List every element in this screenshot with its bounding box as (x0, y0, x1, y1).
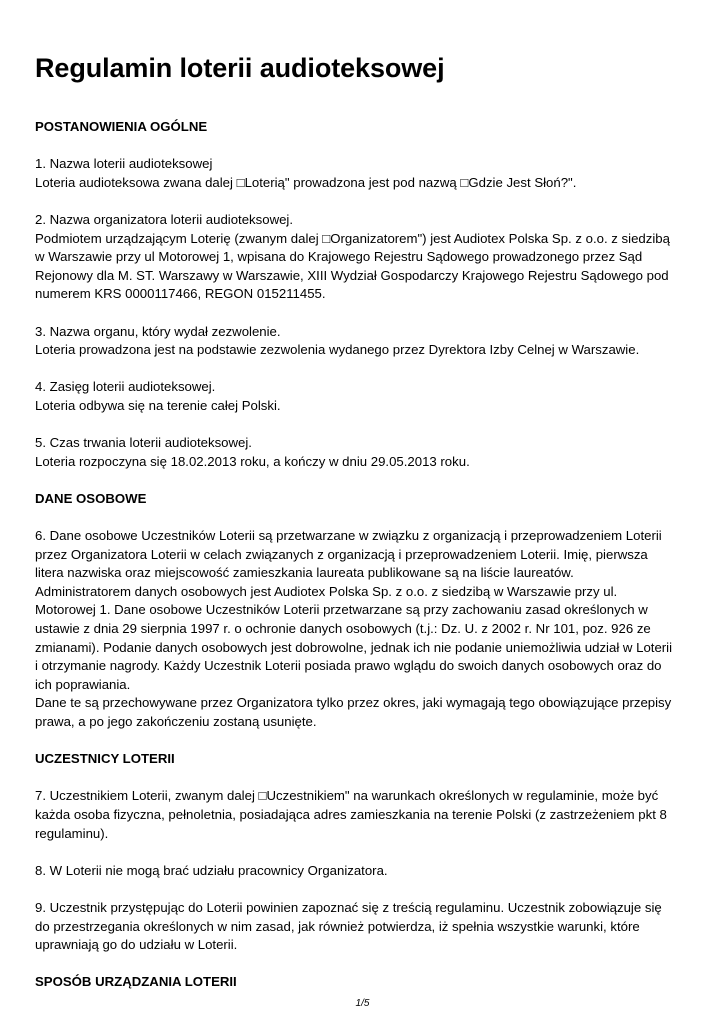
paragraph-line: Loteria odbywa się na terenie całej Polski. (35, 397, 281, 413)
paragraph-line: 1. Nazwa loterii audioteksowej (35, 156, 213, 172)
paragraph-8 (35, 862, 695, 881)
paragraph-1 (35, 155, 695, 192)
paragraph-line: 6. Dane osobowe Uczestników Loterii są przetwarzane w związku z organizacją i przeprowadzeniem Loterii (35, 528, 662, 544)
paragraph-line: Motorowej 1. Dane osobowe Uczestników Loterii przetwarzane są przy zachowaniu zasad określonych w (35, 602, 648, 618)
paragraph-line: każda osoba fizyczna, pełnoletnia, posiadająca adres zamieszkania na terenie Polski (z zastrzeżeniem pkt 8 (35, 806, 667, 822)
paragraph-line: prawa, a po jego zakończeniu zostaną usunięte. (35, 714, 317, 729)
paragraph-2 (35, 211, 695, 304)
paragraph-7 (35, 787, 695, 843)
paragraph-9 (35, 899, 695, 955)
paragraph-line: 4. Zasięg loterii audioteksowej. (35, 379, 216, 395)
document-body (35, 118, 695, 992)
paragraph-line: Loteria prowadzona jest na podstawie zezwolenia wydanego przez Dyrektora Izby Celnej w Warszawie. (35, 342, 640, 358)
paragraph-3 (35, 323, 695, 360)
paragraph-line: Administratorem danych osobowych jest Audiotex Polska Sp. z o.o. z siedzibą w Warszawie przy ul. (35, 583, 618, 599)
document-page (35, 50, 695, 992)
paragraph-line: i otrzymanie nagrody. Każdy Uczestnik Loterii posiada prawo wglądu do swoich danych osobowych oraz do (35, 658, 662, 674)
paragraph-line: ustawie z dnia 29 sierpnia 1997 r. o ochronie danych osobowych (t.j.: Dz. U. z 2002 r. Nr 101, poz. 926 ze (35, 621, 651, 637)
section-heading-participants: UCZESTNICY LOTERII (35, 751, 175, 767)
section-heading-personal-data: DANE OSOBOWE (35, 490, 147, 506)
paragraph-line: Loteria audioteksowa zwana dalej □Loterią" prowadzona jest pod nazwą □Gdzie Jest Słoń?". (35, 174, 577, 190)
paragraph-6 (35, 527, 695, 732)
document-title: Regulamin loterii audioteksowej (35, 53, 445, 83)
section-heading-general: POSTANOWIENIA OGÓLNE (35, 119, 208, 134)
paragraph-line: przez Organizatora Loterii w celach związanych z organizacją i przeprowadzeniem Loterii. Imię, pierwsza (35, 546, 648, 562)
paragraph-line: Dane te są przechowywane przez Organizatora tylko przez okres, jaki wymagają tego obowiązujące przepisy (35, 695, 672, 711)
paragraph-line: regulaminu). (35, 825, 109, 841)
paragraph-line: 2. Nazwa organizatora loterii audioteksowej. (35, 211, 294, 227)
section-heading-lottery-method: SPOSÓB URZĄDZANIA LOTERII (35, 974, 237, 990)
page-number: 1/5 (355, 998, 370, 1009)
paragraph-line: Podmiotem urządzającym Loterię (zwanym dalej □Organizatorem") jest Audiotex Polska Sp. z o.o. z siedzibą (35, 230, 670, 246)
paragraph-line: 3. Nazwa organu, który wydał zezwolenie. (35, 323, 281, 339)
paragraph-line: 9. Uczestnik przystępując do Loterii powinien zapoznać się z treścią regulaminu. Uczestnik zobowiązuje się (35, 899, 662, 915)
paragraph-5 (35, 434, 695, 471)
paragraph-line: 8. W Loterii nie mogą brać udziału pracownicy Organizatora. (35, 862, 388, 878)
paragraph-line: Loteria rozpoczyna się 18.02.2013 roku, a kończy w dniu 29.05.2013 roku. (35, 453, 470, 469)
paragraph-line: 7. Uczestnikiem Loterii, zwanym dalej □Uczestnikiem" na warunkach określonych w regulaminie, może być (35, 788, 659, 804)
paragraph-line: w Warszawie przy ul Motorowej 1, wpisana do Krajowego Rejestru Sądowego prowadzonego przez Sąd (35, 249, 643, 265)
paragraph-line: do przestrzegania określonych w nim zasad, jak również potwierdza, iż spełnia wszystkie warunki, które (35, 918, 640, 934)
paragraph-line: ich poprawiania. (35, 676, 131, 692)
paragraph-line: litera nazwiska oraz miejscowość zamieszkania laureata publikowane są na liście laureatów. (35, 565, 574, 581)
paragraph-line: 5. Czas trwania loterii audioteksowej. (35, 435, 252, 451)
paragraph-line: uprawniają go do udziału w Loterii. (35, 937, 238, 953)
paragraph-line: numerem KRS 0000117466, REGON 015211455. (35, 286, 326, 302)
paragraph-line: zmianami). Podanie danych osobowych jest dobrowolne, jednak ich nie podanie uniemożliwia udział w Loterii (35, 639, 673, 655)
paragraph-4 (35, 378, 695, 415)
paragraph-line: Rejonowy dla M. ST. Warszawy w Warszawie, XIII Wydział Gospodarczy Krajowego Rejestru Sądowego pod (35, 267, 669, 283)
